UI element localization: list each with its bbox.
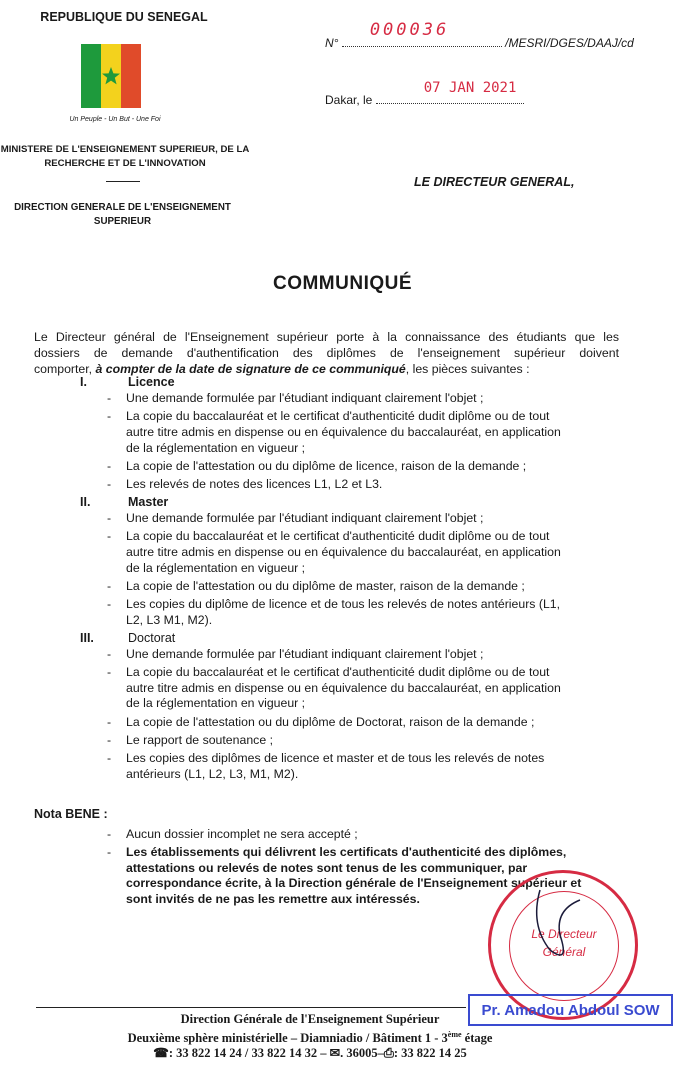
list-item [126, 647, 616, 663]
list-dash: - [107, 458, 112, 473]
flag-green-band [81, 44, 101, 108]
list-item [126, 733, 616, 749]
direction-line-2: SUPERIEUR [93, 216, 152, 227]
list-item-line: La copie de l'attestation ou du diplôme de master, raison de la demande ; [126, 578, 525, 593]
list-dash: - [107, 732, 112, 747]
nota-label: Nota BENE : [34, 807, 108, 821]
ref-suffix: /MESRI/DGES/DAAJ/cd [505, 36, 634, 50]
intro-line-3-end: , les pièces suivantes : [405, 362, 530, 376]
republic-label: REPUBLIQUE DU SENEGAL [40, 10, 208, 24]
sender-title: LE DIRECTEUR GENERAL, [414, 175, 575, 189]
handwritten-signature [500, 880, 640, 970]
list-item [126, 511, 616, 527]
stamp-line-1: Le Directeur [531, 927, 597, 941]
fax-icon: ⎙ [383, 1046, 394, 1061]
phone-icon: ☎ [153, 1046, 169, 1061]
footer-line-2-start: Deuxième sphère ministérielle – Diamniadio / Bâtiment 1 - 3 [127, 1031, 448, 1046]
section-numeral: II. [80, 495, 91, 509]
intro-line-2: dossiers de demande d'authentification des diplômes de l'enseignement supérieur doivent [34, 346, 619, 360]
list-item-line: Le rapport de soutenance ; [126, 732, 273, 747]
footer-floor-sup: ème [447, 1030, 462, 1039]
footer-line-2-end: étage [461, 1031, 493, 1046]
intro-emphasis: à compter de la date de signature de ce communiqué [95, 362, 406, 376]
footer-phones: : 33 822 14 24 / 33 822 14 32 – [168, 1046, 330, 1061]
mail-icon: ✉ [329, 1046, 341, 1061]
list-dash: - [107, 664, 112, 679]
direction-name [0, 201, 245, 229]
list-dash: - [107, 750, 112, 765]
list-item-line: Une demande formulée par l'étudiant indiquant clairement l'objet ; [126, 646, 484, 661]
nota-dash-1: - [107, 827, 112, 841]
ref-prefix: N° [325, 36, 339, 50]
list-item [126, 715, 616, 731]
list-item-line: de la réglementation en vigueur ; [126, 696, 306, 711]
signatory-name: Pr. Amadou Abdoul SOW [468, 994, 673, 1026]
intro-line-1: Le Directeur général de l'Enseignement supérieur porte à la connaissance des étudiants que les [34, 330, 619, 344]
flag-red-band [121, 44, 141, 108]
nota-item-2-line: Les établissements qui délivrent les certificats d'authenticité des diplômes, [126, 845, 567, 859]
ministry-line-1: MINISTERE DE L'ENSEIGNEMENT SUPERIEUR, DE LA [0, 144, 250, 155]
nota-dash-2: - [107, 845, 112, 859]
list-item [126, 409, 616, 456]
nota-item-2-line: sont invités de ne pas les remettre aux intéressés. [126, 891, 420, 906]
ref-number-stamp: 000036 [369, 20, 450, 40]
list-item-line: La copie de l'attestation ou du diplôme de Doctorat, raison de la demande ; [126, 714, 535, 729]
flag-yellow-band [101, 44, 121, 108]
footer-line-3 [60, 1046, 560, 1061]
list-item-line: La copie du baccalauréat et le certificat d'authenticité dudit diplôme ou de tout [126, 409, 550, 424]
section-title: Master [128, 495, 169, 509]
list-item-line: L2, L3 M1, M2). [126, 612, 213, 627]
page-title: COMMUNIQUÉ [272, 273, 413, 294]
intro-line-3 [34, 361, 619, 377]
list-dash: - [107, 391, 112, 405]
list-item [126, 665, 616, 712]
list-item [126, 597, 616, 629]
section-numeral: III. [80, 630, 94, 645]
stamp-line-2: Général [542, 945, 586, 959]
list-dash: - [107, 714, 112, 729]
list-item [126, 391, 616, 407]
ministry-line-2: RECHERCHE ET DE L'INNOVATION [44, 158, 206, 169]
list-dash: - [107, 511, 112, 525]
list-item-line: La copie de l'attestation ou du diplôme de licence, raison de la demande ; [126, 458, 527, 473]
footer-line-2 [60, 1027, 560, 1046]
date-line [325, 80, 524, 107]
date-dots [376, 80, 524, 104]
list-item-line: autre titre admis en dispense ou en équivalence du baccalauréat, en application [126, 424, 561, 439]
list-item-line: de la réglementation en vigueur ; [126, 560, 306, 575]
list-item-line: La copie du baccalauréat et le certificat d'authenticité dudit diplôme ou de tout [126, 529, 550, 544]
nota-item-2-line: attestations ou relevés de notes sont tenus de les communiquer, par [126, 860, 528, 875]
list-dash: - [107, 529, 112, 544]
list-item-line: autre titre admis en dispense ou en équivalence du baccalauréat, en application [126, 680, 561, 695]
footer-bp: . 36005– [340, 1046, 384, 1061]
list-dash: - [107, 646, 112, 661]
list-item-line: La copie du baccalauréat et le certificat d'authenticité dudit diplôme ou de tout [126, 664, 550, 679]
nota-item-1: Aucun dossier incomplet ne sera accepté ; [126, 827, 358, 841]
footer-address [60, 1012, 560, 1061]
list-item-line: Les relevés de notes des licences L1, L2 et L3. [126, 476, 383, 491]
list-item [126, 459, 616, 475]
separator-1 [106, 181, 140, 182]
list-dash: - [107, 578, 112, 593]
ministry-name [0, 143, 250, 171]
list-item-line: Une demande formulée par l'étudiant indiquant clairement l'objet ; [126, 391, 484, 405]
footer-line-1: Direction Générale de l'Enseignement Supérieur [180, 1012, 440, 1026]
list-item-line: Les copies du diplôme de licence et de tous les relevés de notes antérieurs (L1, [126, 596, 561, 611]
reference-number [325, 20, 634, 50]
ref-dots [342, 20, 502, 47]
section-title: Licence [128, 375, 175, 389]
motto: Un Peuple - Un But - Une Foi [69, 116, 161, 123]
section-title: Doctorat [128, 630, 176, 645]
list-item-line: Une demande formulée par l'étudiant indiquant clairement l'objet ; [126, 511, 484, 525]
list-item-line: antérieurs (L1, L2, L3, M1, M2). [126, 766, 299, 781]
footer-rule [36, 1007, 466, 1008]
intro-line-3-start: comporter, [34, 362, 96, 376]
list-item [126, 579, 616, 595]
direction-line-1: DIRECTION GENERALE DE L'ENSEIGNEMENT [14, 202, 231, 213]
list-dash: - [107, 476, 112, 491]
list-item-line: autre titre admis en dispense ou en équivalence du baccalauréat, en application [126, 544, 561, 559]
list-dash: - [107, 409, 112, 424]
list-item [126, 477, 616, 493]
list-item-line: de la réglementation en vigueur ; [126, 440, 306, 455]
list-item [126, 751, 616, 783]
section-numeral: I. [80, 375, 87, 389]
list-item-line: Les copies des diplômes de licence et master et de tous les relevés de notes [126, 750, 545, 765]
senegal-flag-icon [81, 44, 141, 108]
date-stamp: 07 JAN 2021 [423, 80, 517, 96]
place-label: Dakar, le [325, 93, 373, 107]
flag-star-icon [101, 66, 121, 86]
nota-item-2-line: correspondance écrite, à la Direction générale de l'Enseignement supérieur et [126, 876, 582, 890]
footer-fax: : 33 822 14 25 [393, 1046, 467, 1061]
intro-paragraph [34, 329, 619, 377]
list-dash: - [107, 596, 112, 611]
list-item [126, 529, 616, 576]
